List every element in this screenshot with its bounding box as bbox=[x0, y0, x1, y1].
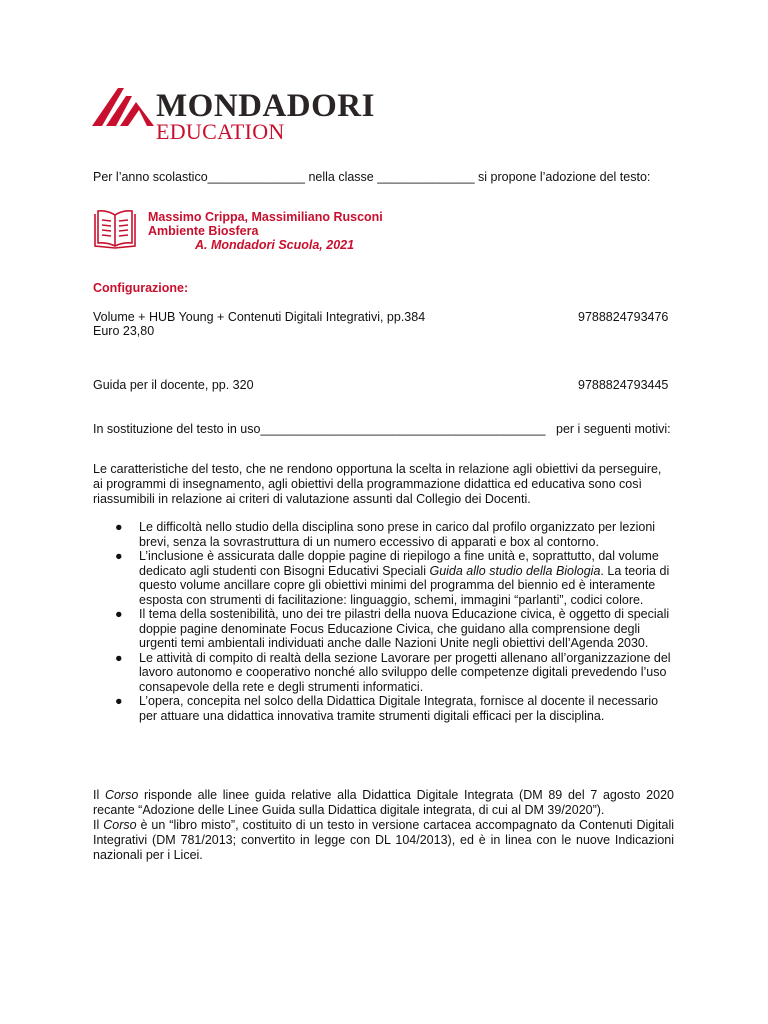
list-item bbox=[93, 694, 675, 723]
config-item-guide-isbn: 9788824793445 bbox=[578, 378, 669, 392]
list-item-text: L’inclusione è assicurata dalle doppie pagine di riepilogo a fine unità e, soprattutto, dal volume dedicato agli studenti con Bisogni Educativi Speciali bbox=[139, 549, 659, 578]
config-item-volume bbox=[93, 310, 425, 338]
publisher-logo bbox=[92, 86, 392, 146]
list-item-text: Le difficoltà nello studio della disciplina sono prese in carico dal profilo organizzato per lezioni brevi, senza la sovrastruttura di un numero eccessivo di apparati e box al contorno. bbox=[139, 520, 656, 549]
closing-text: Il bbox=[93, 788, 105, 802]
logo-title: MONDADORI bbox=[156, 88, 375, 124]
configuration-heading: Configurazione: bbox=[93, 281, 189, 295]
config-item-description: Volume + HUB Young + Contenuti Digitali Integrativi, pp.384 bbox=[93, 310, 426, 324]
mondadori-rose-icon bbox=[92, 86, 154, 128]
closing-paragraph-2 bbox=[93, 818, 674, 863]
open-book-icon bbox=[93, 208, 137, 250]
closing-text: risponde alle linee guida relative alla Didattica Digitale Integrata (DM 89 del 7 agosto 2020 recante “Adozione delle Linee Guida sulla Didattica digitale integrata, di cui al DM 39/2020”). bbox=[93, 788, 674, 817]
list-item bbox=[93, 549, 675, 607]
closing-italic: Corso bbox=[103, 818, 137, 832]
list-item bbox=[93, 607, 675, 651]
closing-paragraph-1 bbox=[93, 788, 674, 818]
config-item-guide: Guida per il docente, pp. 320 bbox=[93, 378, 254, 392]
closing-text: Il bbox=[93, 818, 104, 832]
bullet-icon: ● bbox=[115, 650, 123, 665]
bullet-icon: ● bbox=[115, 520, 123, 534]
logo-subtitle: EDUCATION bbox=[156, 119, 285, 144]
list-item bbox=[93, 651, 675, 695]
motivations-list bbox=[93, 520, 675, 723]
book-info bbox=[148, 210, 383, 252]
bullet-icon: ● bbox=[115, 549, 123, 563]
list-item-italic: Guida allo studio della Biologia bbox=[429, 563, 601, 578]
list-item-text: Le attività di compito di realtà della sezione Lavorare per progetti allenano all’organizzazione del lavoro autonomo e cooperativo nonché allo sviluppo delle competenze digitali prevedendo l’uso consapevole della rete e degli strumenti informatici. bbox=[139, 650, 671, 694]
book-publisher: A. Mondadori Scuola, 2021 bbox=[195, 238, 355, 252]
config-item-price: Euro 23,80 bbox=[93, 324, 155, 338]
intro-line: Per l’anno scolastico______________ nella classe ______________ si propone l’adozione del testo: bbox=[93, 170, 651, 184]
list-item-text: L’opera, concepita nel solco della Didattica Digitale Integrata, fornisce al docente il necessario per attuare una didattica innovativa tramite strumenti digitali efficaci per la disciplina. bbox=[139, 694, 659, 723]
config-item-isbn: 9788824793476 bbox=[578, 310, 669, 324]
bullet-icon: ● bbox=[115, 694, 123, 708]
replacement-line-right: per i seguenti motivi: bbox=[556, 422, 671, 436]
list-item bbox=[93, 520, 675, 549]
closing-text: è un “libro misto”, costituito di un testo in versione cartacea accompagnato da Contenuti Digitali Integrativi (DM 781/2013; convertito in legge con DL 104/2013), ed è in linea con le nuove Indicazioni nazionali per i Licei. bbox=[93, 818, 674, 862]
list-item-text: Il tema della sostenibilità, uno dei tre pilastri della nuova Educazione civica, è oggetto di speciali doppie pagine denominate Focus Educazione Civica, che guidano alla comprensione degli urgenti temi ambientali individuati anche dalle Nazioni Unite negli obiettivi dell’Agenda 2030. bbox=[139, 607, 670, 650]
list-item-text: . La teoria di questo volume ancillare copre gli obiettivi minimi del programma del biennio ed è interamente esposta con strumenti di facilitazione: linguaggio, schemi, immagini “parlanti”, codici colore. bbox=[139, 563, 670, 607]
book-title: Ambiente Biosfera bbox=[148, 224, 259, 238]
book-authors: Massimo Crippa, Massimiliano Rusconi bbox=[148, 210, 383, 224]
bullet-icon: ● bbox=[115, 607, 123, 621]
closing-italic: Corso bbox=[104, 788, 139, 802]
replacement-line-left: In sostituzione del testo in uso_________________________________________ bbox=[93, 422, 546, 436]
characteristics-paragraph: Le caratteristiche del testo, che ne rendono opportuna la scelta in relazione agli obiettivi da perseguire, ai programmi di insegnamento, agli obiettivi della programmazione didattica ed educativa sono così riassumibili in relazione ai criteri di valutazione assunti dal Collegio dei Docenti. bbox=[93, 462, 662, 506]
